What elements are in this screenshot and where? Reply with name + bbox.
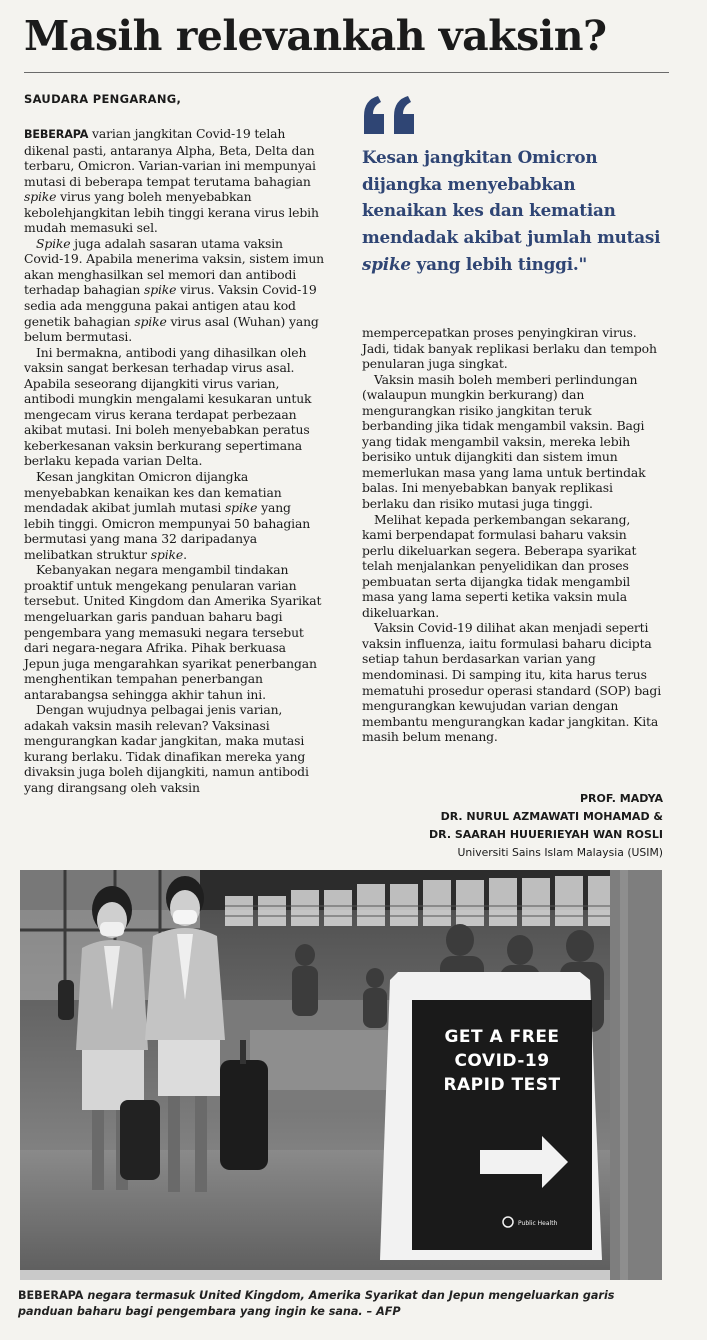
paragraph-4 (24, 469, 324, 562)
paragraph-5: Kebanyakan negara mengambil tindakan proaktif untuk mengekang penularan varian tersebut. United Kingdom dan Amerika Syarikat mengeluarkan garis panduan baharu bagi pengembara yang memasuki negara tersebut dari negara-negara Afrika. Pihak berkuasa Jepun juga mengarahkan syarikat penerbangan menghentikan tempahan penerbangan antarabangsa sehingga akhir tahun ini. (24, 562, 322, 702)
paragraph-6: Dengan wujudnya pelbagai jenis varian, adakah vaksin masih relevan? Vaksinasi mengurangkan kadar jangkitan, maka mutasi kurang berlaku. Tidak dinafikan mereka yang divaksin juga boleh dijangkiti, namun antibodi yang dirangsang oleh vaksin (24, 702, 309, 795)
paragraph-2 (24, 236, 324, 345)
caption-text: negara termasuk United Kingdom, Amerika Syarikat dan Jepun mengeluarkan garis panduan baharu bagi pengembara yang ingin ke sana. – AFP (18, 1289, 615, 1318)
pull-quote (362, 96, 662, 278)
text-run: varian jangkitan Covid-19 telah dikenal pasti, antaranya Alpha, Beta, Delta dan terbaru, Omicron. Varian-varian ini mempunyai mutasi di beberapa tempat terutama bahagian (24, 126, 316, 189)
author-2: DR. SAARAH HUUERIEYAH WAN ROSLI (429, 828, 663, 841)
article-column-right (362, 325, 662, 745)
text-run: juga adalah sasaran utama vaksin Covid-19. Apabila menerima vaksin, sistem imun akan menghasilkan sel memori dan antibodi terhadap bahagian (24, 235, 324, 298)
article-column-left (24, 126, 324, 796)
sign-logo-text: Public Health (518, 1220, 558, 1227)
sign-line-1: GET A FREE (444, 1027, 560, 1047)
paragraph-1 (24, 126, 324, 236)
text-run: virus asal (Wuhan) yang belum bermutasi. (24, 313, 319, 345)
italic-term: spike (224, 500, 258, 516)
text-run: virus. Vaksin Covid-19 sedia ada mengguna pakai antigen atau kod genetik bahagian (24, 282, 317, 329)
italic-term: spike (24, 189, 57, 205)
text-run: Kesan jangkitan Omicron dijangka menyebabkan kenaikan kes dan kematian mendadak akibat jumlah mutasi (362, 147, 661, 248)
paragraph-3: Ini bermakna, antibodi yang dihasilkan oleh vaksin sangat berkesan terhadap virus asal. Apabila seseorang dijangkiti virus varian, antibodi mungkin mengalami kesukaran untuk mengecam virus kerana terdapat perbezaan akibat mutasi. Ini boleh menyebabkan peratus keberkesanan vaksin berkurang sepertimana berlaku kepada varian Delta. (24, 344, 312, 469)
italic-term: spike (150, 546, 184, 562)
italic-term: spike (143, 282, 177, 298)
salutation: SAUDARA PENGARANG, (24, 92, 182, 106)
paragraph-9: Melihat kepada perkembangan sekarang, kami berpendapat formulasi baharu vaksin perlu dikeluarkan segera. Beberapa syarikat telah menjalankan penyelidikan dan proses pembuatan serta dijangka tidak mengambil masa yang lama seperti ketika vaksin mula dikeluarkan. (362, 511, 637, 620)
news-photo (20, 870, 662, 1280)
airport-scene (20, 870, 662, 1280)
lead-word: BEBERAPA (24, 128, 89, 141)
text-run: yang lebih tinggi. Omicron mempunyai 50 bahagian bermutasi yang mana 32 daripadanya melibatkan struktur (24, 500, 311, 562)
sign-line-2: COVID-19 (454, 1051, 550, 1071)
text-run: yang lebih tinggi." (410, 253, 588, 274)
paragraph-10: Vaksin Covid-19 dilihat akan menjadi seperti vaksin influenza, iaitu formulasi baharu dicipta setiap tahun berdasarkan varian yang mendominasi. Di samping itu, kita harus terus mematuhi prosedur operasi standard (SOP) bagi mengurangkan kewujudan varian dengan membantu mengurangkan kadar jangkitan. Kita masih belum menang. (362, 620, 662, 745)
headline-rule (24, 72, 669, 73)
text-run: virus yang boleh menyebabkan kebolehjangkitan lebih tinggi kerana virus lebih mudah memasuki sel. (24, 189, 319, 236)
italic-term: Spike (36, 235, 71, 251)
author-1: DR. NURUL AZMAWATI MOHAMAD & (440, 810, 663, 823)
headline: Masih relevankah vaksin? (24, 12, 607, 60)
quote-mark-icon (362, 96, 420, 136)
caption-lead: BEBERAPA (18, 1289, 84, 1302)
italic-term: spike (134, 313, 167, 329)
italic-term: spike (362, 253, 411, 274)
text-run: . (183, 546, 187, 562)
paragraph-7: mempercepatkan proses penyingkiran virus. Jadi, tidak banyak replikasi berlaku dan tempoh penularan juga singkat. (362, 325, 657, 372)
paragraph-8: Vaksin masih boleh memberi perlindungan (walaupun mungkin berkurang) dan mengurangkan risiko jangkitan teruk berbanding jika tidak mengambil vaksin. Bagi yang tidak mengambil vaksin, mereka lebih berisiko untuk dijangkiti dan sistem imun memerlukan masa yang lama untuk bertindak balas. Ini menyebabkan banyak replikasi berlaku dan risiko mutasi juga tinggi. (362, 371, 646, 512)
photo-caption (18, 1288, 668, 1320)
pull-quote-text (362, 144, 662, 278)
affiliation: Universiti Sains Islam Malaysia (USIM) (457, 846, 663, 859)
text-run: Kesan jangkitan Omicron dijangka menyebabkan kenaikan kes dan kematian mendadak akibat jumlah mutasi (24, 469, 282, 516)
signature (429, 790, 663, 862)
author-title: PROF. MADYA (579, 792, 663, 805)
sign-line-3: RAPID TEST (443, 1075, 561, 1095)
